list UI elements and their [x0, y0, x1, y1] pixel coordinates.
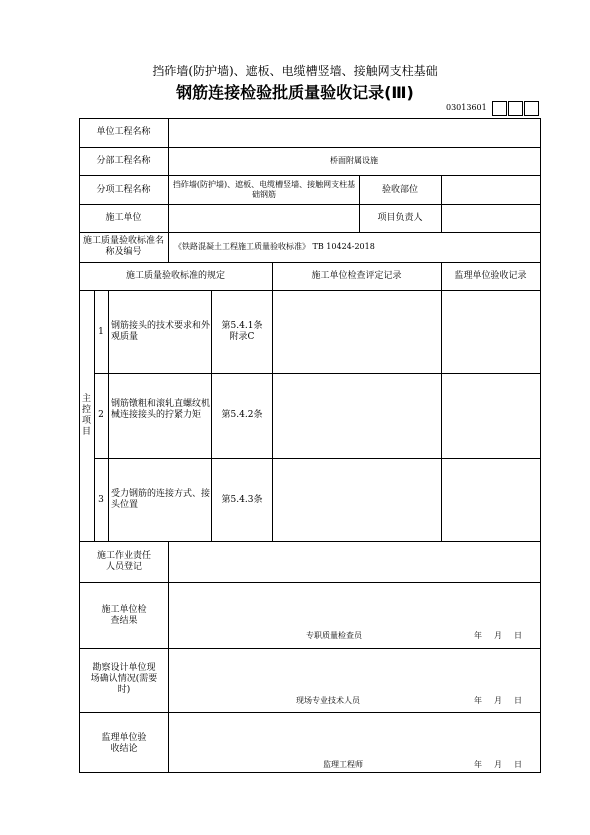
item-clause: 第5.4.3条 [221, 495, 263, 505]
col-line [272, 262, 273, 542]
col-line [359, 175, 360, 233]
date-year: 年 [474, 631, 482, 640]
item-clause: 第5.4.2条 [221, 410, 263, 420]
date-day: 日 [514, 631, 522, 640]
unit-project-field[interactable] [170, 127, 538, 145]
date-day: 日 [514, 696, 522, 705]
col-header-self-check: 施工单位检查评定记录 [311, 271, 402, 281]
code-box-1[interactable] [492, 101, 507, 116]
date-year: 年 [474, 760, 482, 769]
self-check-cell[interactable] [274, 375, 439, 456]
contractor-signer-label: 专职质量检查员 [306, 631, 362, 640]
row-line [94, 373, 541, 374]
table-border-top [79, 118, 541, 119]
supervision-cell[interactable] [443, 375, 538, 456]
item-content: 钢筋接头的技术要求和外观质量 [111, 321, 211, 342]
row-line [79, 290, 541, 291]
table-border-right [540, 118, 541, 773]
row-line [94, 458, 541, 459]
contractor-result-field[interactable] [170, 585, 538, 625]
col-line [211, 290, 212, 542]
design-field[interactable] [170, 651, 538, 689]
item-content: 钢筋镦粗和滚轧直螺纹机械连接接头的拧紧力矩 [111, 399, 211, 420]
supervision-cell[interactable] [443, 460, 538, 539]
col-line [168, 118, 169, 233]
item-clause: 第5.4.1条 附录C [221, 321, 263, 342]
crew-label: 施工作业责任人员登记 [96, 551, 151, 572]
item-content: 受力钢筋的连接方式、接头位置 [111, 489, 211, 510]
division-label: 分部工程名称 [96, 156, 151, 166]
pm-field[interactable] [443, 207, 538, 230]
supervision-signer-label: 监理工程师 [323, 760, 363, 769]
self-check-cell[interactable] [274, 292, 439, 371]
acceptance-part-field[interactable] [443, 178, 538, 202]
row-line [79, 582, 541, 583]
date-month: 月 [494, 631, 502, 640]
date-month: 月 [494, 760, 502, 769]
col-header-spec: 施工质量验收标准的规定 [125, 271, 225, 281]
date-month: 月 [494, 696, 502, 705]
item-no: 2 [98, 410, 104, 420]
pm-label: 项目负责人 [377, 213, 423, 223]
supervision-conclusion-label: 监理单位验收结论 [101, 733, 147, 754]
supervision-cell[interactable] [443, 292, 538, 371]
form-subtitle: 挡砟墙(防护墙)、遮板、电缆槽竖墙、接触网支柱基础 [152, 64, 438, 78]
row-line [79, 147, 541, 148]
col-header-supervision: 监理单位验收记录 [454, 271, 527, 281]
unit-project-label: 单位工程名称 [96, 127, 151, 137]
self-check-cell[interactable] [274, 460, 439, 539]
standard-value: 《铁路混凝土工程施工质量验收标准》 TB 10424-2018 [174, 242, 375, 251]
col-line [168, 541, 169, 773]
form-title: 钢筋连接检验批质量验收记录(Ⅲ) [176, 83, 414, 102]
subitem-label: 分项工程名称 [96, 185, 151, 195]
division-field[interactable]: 桥面附属设施 [330, 156, 378, 165]
col-line [441, 175, 442, 233]
design-label: 勘察设计单位现场确认情况(需要时) [90, 663, 158, 695]
design-signer-label: 现场专业技术人员 [296, 696, 360, 705]
code-box-3[interactable] [524, 101, 539, 116]
contractor-label: 施工单位 [105, 213, 142, 223]
row-line [79, 712, 541, 713]
row-line [79, 541, 541, 542]
main-items-label: 主控项目 [81, 394, 91, 437]
acceptance-part-label: 验收部位 [381, 185, 418, 195]
form-code: 03013601 [446, 103, 487, 112]
row-line [79, 175, 541, 176]
col-line [441, 262, 442, 542]
date-day: 日 [514, 760, 522, 769]
row-line [79, 232, 541, 233]
col-line [108, 290, 109, 542]
code-box-2[interactable] [508, 101, 523, 116]
table-border-bottom [79, 772, 541, 773]
contractor-field[interactable] [170, 207, 357, 230]
supervision-conclusion-field[interactable] [170, 715, 538, 755]
contractor-result-label: 施工单位检查结果 [101, 605, 147, 626]
crew-field[interactable] [170, 544, 538, 580]
standard-label: 施工质量验收标准名称及编号 [82, 236, 164, 257]
row-line [79, 204, 541, 205]
item-no: 1 [98, 327, 104, 337]
item-no: 3 [98, 495, 104, 505]
col-line [168, 232, 169, 262]
date-year: 年 [474, 696, 482, 705]
row-line [79, 262, 541, 263]
row-line [79, 648, 541, 649]
subitem-field[interactable]: 挡砟墙(防护墙)、遮板、电缆槽竖墙、接触网支柱基础钢筋 [172, 180, 356, 199]
